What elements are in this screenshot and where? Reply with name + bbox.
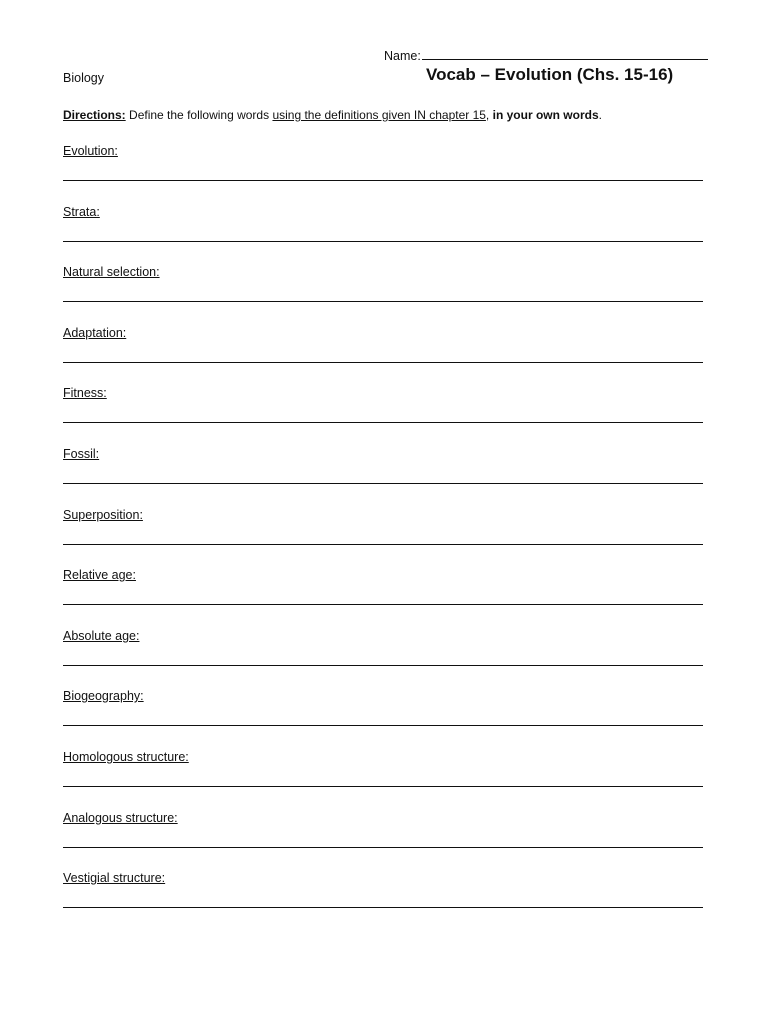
answer-line[interactable]	[63, 725, 703, 726]
term-label: Relative age:	[63, 568, 136, 582]
vocab-term	[63, 689, 703, 749]
vocab-term	[63, 629, 703, 689]
directions-text-start: Define the following words	[129, 108, 270, 122]
term-label: Homologous structure:	[63, 750, 189, 764]
answer-line[interactable]	[63, 422, 703, 423]
answer-line[interactable]	[63, 907, 703, 908]
term-label: Fitness:	[63, 386, 107, 400]
page-title: Vocab – Evolution (Chs. 15-16)	[426, 65, 674, 84]
answer-line[interactable]	[63, 604, 703, 605]
name-label: Name:	[384, 49, 421, 63]
term-label: Strata:	[63, 205, 100, 219]
vocab-term	[63, 750, 703, 810]
term-label: Vestigial structure:	[63, 871, 166, 885]
answer-line[interactable]	[63, 362, 703, 363]
term-label: Adaptation:	[63, 326, 127, 340]
name-field	[384, 47, 708, 63]
answer-line[interactable]	[63, 786, 703, 787]
answer-line[interactable]	[63, 301, 703, 302]
term-label: Natural selection:	[63, 265, 160, 279]
term-label: Fossil:	[63, 447, 100, 461]
name-blank-line[interactable]	[422, 47, 708, 60]
answer-line[interactable]	[63, 665, 703, 666]
directions-underlined: using the definitions given IN chapter 15	[272, 108, 486, 122]
vocab-term	[63, 144, 703, 204]
answer-line[interactable]	[63, 241, 703, 242]
term-label: Analogous structure:	[63, 811, 178, 825]
vocab-term	[63, 265, 703, 325]
vocab-term	[63, 205, 703, 265]
directions-label: Directions:	[63, 108, 126, 122]
vocab-term	[63, 871, 703, 931]
answer-line[interactable]	[63, 180, 703, 181]
term-label: Evolution:	[63, 144, 118, 158]
vocab-term	[63, 326, 703, 386]
answer-line[interactable]	[63, 544, 703, 545]
directions-comma: ,	[485, 108, 490, 122]
directions-end: .	[598, 108, 602, 122]
vocab-term	[63, 568, 703, 628]
directions-bold: in your own words	[492, 108, 599, 122]
term-label: Biogeography:	[63, 689, 144, 703]
answer-line[interactable]	[63, 483, 703, 484]
vocab-term	[63, 811, 703, 871]
vocab-term	[63, 386, 703, 446]
vocab-term	[63, 447, 703, 507]
subject-label: Biology	[63, 71, 104, 85]
term-label: Superposition:	[63, 508, 143, 522]
vocab-term	[63, 508, 703, 568]
answer-line[interactable]	[63, 847, 703, 848]
directions	[63, 108, 602, 122]
term-label: Absolute age:	[63, 629, 140, 643]
